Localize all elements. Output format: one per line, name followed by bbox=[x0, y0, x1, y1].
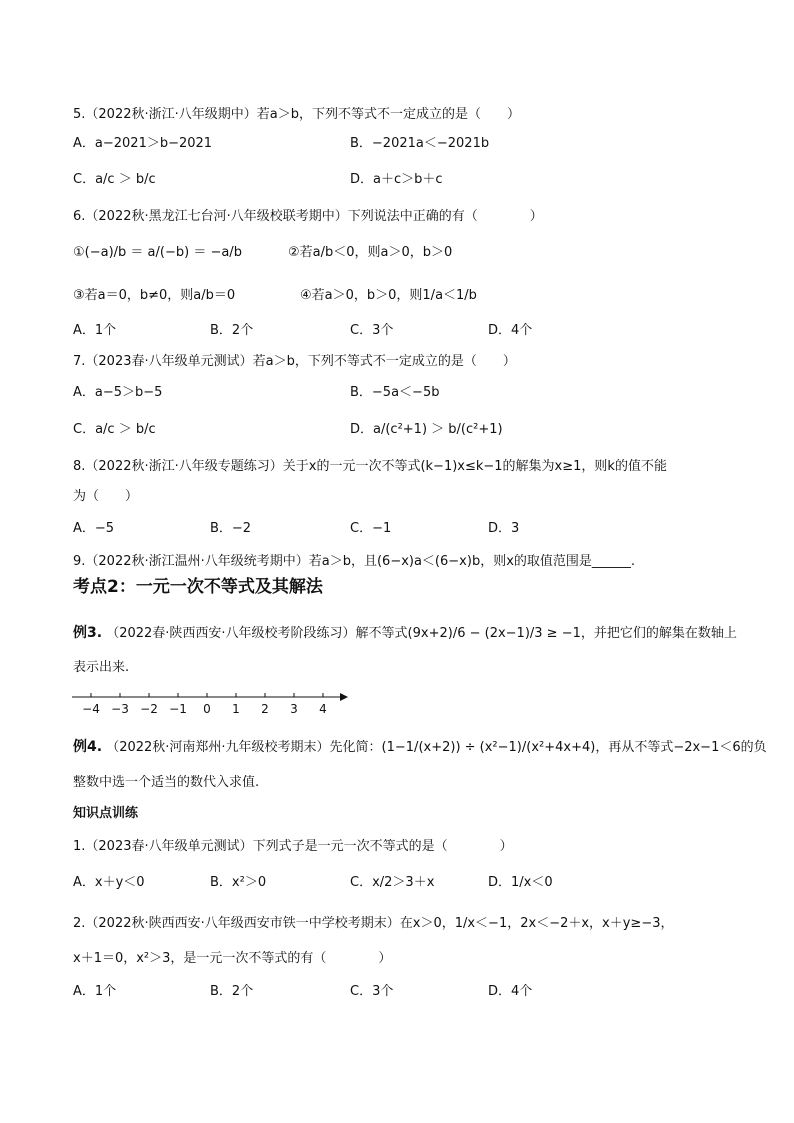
q5-option-c: C．a/c ＞ b/c bbox=[73, 172, 156, 187]
t1-stem: 1.（2023春·八年级单元测试）下列式子是一元一次不等式的是（ ） bbox=[73, 839, 513, 854]
example-3-text: （2022春·陕西西安·八年级校考阶段练习）解不等式(9x+2)/6 − (2x−1)/3 ≥ −1，并把它们的解集在数轴上 bbox=[106, 626, 737, 641]
t2-stem-continued: x＋1＝0，x²＞3，是一元一次不等式的有（ ） bbox=[73, 951, 392, 966]
number-line-tick-label: 1 bbox=[232, 702, 240, 716]
training-heading: 知识点训练 bbox=[73, 806, 139, 821]
q5-option-b: B．−2021a＜−2021b bbox=[350, 136, 490, 151]
q7-option-d: D．a/(c²+1) ＞ b/(c²+1) bbox=[350, 422, 503, 437]
t1-option-a: A．x＋y＜0 bbox=[73, 875, 145, 890]
t2-option-a: A．1个 bbox=[73, 984, 117, 999]
q7-option-c: C．a/c ＞ b/c bbox=[73, 422, 156, 437]
t2-stem: 2.（2022秋·陕西西安·八年级西安市铁一中学校考期末）在x＞0，1/x＜−1，2x＜−2＋x，x＋y≥−3， bbox=[73, 916, 674, 931]
t2-option-c: C．3个 bbox=[350, 984, 394, 999]
example-4-label: 例4. bbox=[73, 739, 103, 755]
q8-option-c: C．−1 bbox=[350, 521, 392, 536]
number-line-arrow-icon bbox=[340, 693, 348, 701]
number-line-tick-label: −4 bbox=[82, 702, 100, 716]
example-3-label: 例3. bbox=[73, 625, 103, 641]
q6-statement-1: ①(−a)/b ＝ a/(−b) ＝ −a/b bbox=[73, 245, 242, 260]
t1-option-b: B．x²＞0 bbox=[210, 875, 267, 890]
q8-option-a: A．−5 bbox=[73, 521, 115, 536]
number-line-tick-label: 2 bbox=[261, 702, 269, 716]
q6-statement-2: ②若a/b＜0，则a＞0，b＞0 bbox=[288, 245, 453, 260]
number-line-tick-label: 3 bbox=[290, 702, 298, 716]
number-line-tick-label: −2 bbox=[140, 702, 158, 716]
number-line-ticks bbox=[82, 693, 327, 716]
q7-option-b: B．−5a＜−5b bbox=[350, 385, 440, 400]
section-heading: 考点2：一元一次不等式及其解法 bbox=[73, 577, 323, 597]
q6-option-a: A．1个 bbox=[73, 323, 117, 338]
q8-stem-continued: 为（ ） bbox=[73, 489, 139, 504]
q9-stem: 9.（2022秋·浙江温州·八年级统考期中）若a＞b，且(6−x)a＜(6−x)b，则x的取值范围是______. bbox=[73, 554, 636, 569]
q6-statement-3: ③若a＝0，b≠0，则a/b＝0 bbox=[73, 288, 236, 303]
q7-stem: 7.（2023春·八年级单元测试）若a＞b，下列不等式不一定成立的是（ ） bbox=[73, 354, 516, 369]
number-line-tick-label: −1 bbox=[169, 702, 187, 716]
example-3-text-continued: 表示出来. bbox=[73, 660, 130, 675]
q6-option-d: D．4个 bbox=[488, 323, 533, 338]
q8-option-b: B．−2 bbox=[210, 521, 252, 536]
q5-stem: 5.（2022秋·浙江·八年级期中）若a＞b，下列不等式不一定成立的是（ ） bbox=[73, 107, 520, 122]
q6-statement-4: ④若a＞0，b＞0，则1/a＜1/b bbox=[300, 288, 477, 303]
number-line-tick-label: 4 bbox=[319, 702, 327, 716]
t2-option-d: D．4个 bbox=[488, 984, 533, 999]
t1-option-c: C．x/2＞3＋x bbox=[350, 875, 435, 890]
q8-option-d: D．3 bbox=[488, 521, 520, 536]
q7-option-a: A．a−5＞b−5 bbox=[73, 385, 163, 400]
number-line bbox=[68, 686, 353, 716]
number-line-tick-label: 0 bbox=[203, 702, 211, 716]
q6-option-c: C．3个 bbox=[350, 323, 394, 338]
q6-option-b: B．2个 bbox=[210, 323, 254, 338]
q5-option-a: A．a−2021＞b−2021 bbox=[73, 136, 213, 151]
q8-stem: 8.（2022秋·浙江·八年级专题练习）关于x的一元一次不等式(k−1)x≤k−1的解集为x≥1，则k的值不能 bbox=[73, 459, 667, 474]
example-3 bbox=[73, 624, 737, 643]
example-4-text-continued: 整数中选一个适当的数代入求值. bbox=[73, 775, 260, 790]
example-4-text: （2022秋·河南郑州·九年级校考期末）先化简：(1−1/(x+2)) ÷ (x²−1)/(x²+4x+4)，再从不等式−2x−1＜6的负 bbox=[106, 740, 767, 755]
t1-option-d: D．1/x＜0 bbox=[488, 875, 553, 890]
q6-stem: 6.（2022秋·黑龙江七台河·八年级校联考期中）下列说法中正确的有（ ） bbox=[73, 209, 543, 224]
q5-option-d: D．a＋c＞b＋c bbox=[350, 172, 443, 187]
example-4 bbox=[73, 738, 767, 757]
number-line-tick-label: −3 bbox=[111, 702, 129, 716]
t2-option-b: B．2个 bbox=[210, 984, 254, 999]
